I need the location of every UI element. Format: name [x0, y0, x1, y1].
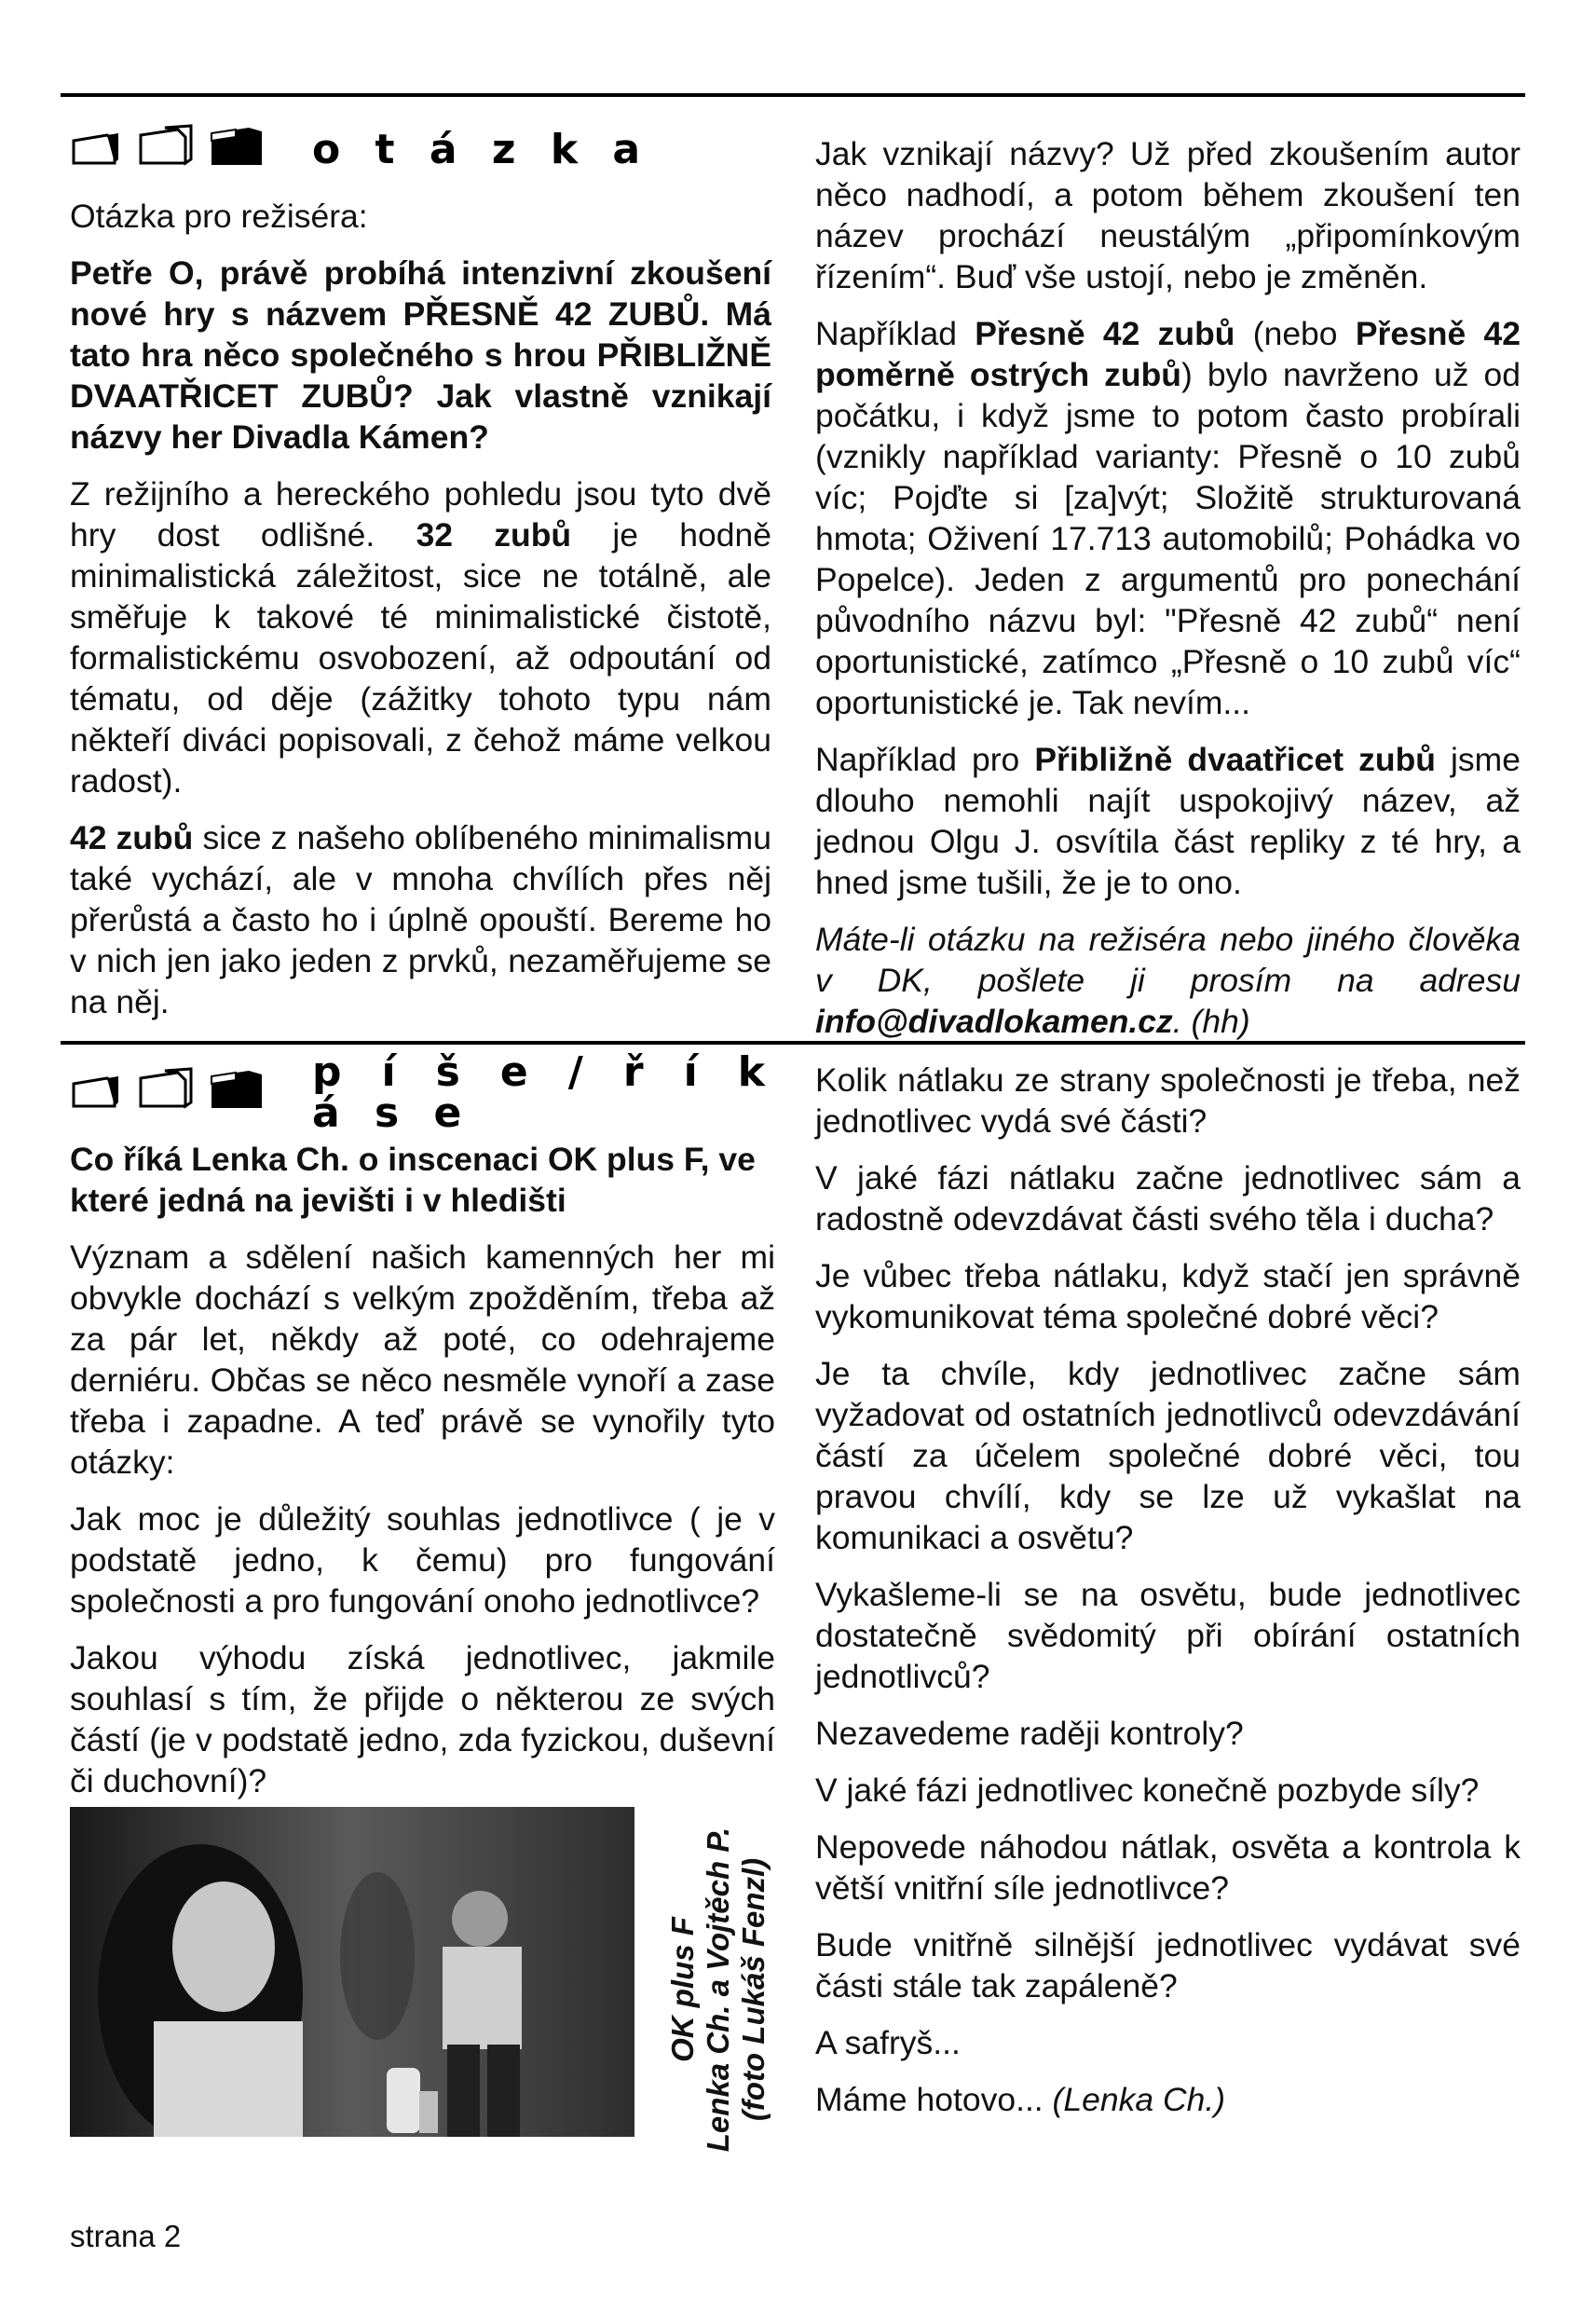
pise-section-header	[70, 1048, 775, 1137]
photo-caption	[665, 1826, 771, 2153]
article-paragraph-3: Jakou výhodu získá jednotlivec, jakmile souhlasí s tím, že přijde o některou ze svých částí (je v podstatě jedno, zda fyzickou, duševní či duchovní)?	[70, 1639, 775, 1799]
pise-right-column	[815, 1060, 1521, 2136]
answer-paragraph-1: Z režijního a hereckého pohledu jsou tyto dvě hry dost odlišné. 32 zubů je hodně minimalistická záležitost, sice ne totálně, ale směřuje k takové té minimalistické čistotě, formalistickému osvobození, až odpoutání od tématu, od děje (zážitky tohoto typu nám někteří diváci popisovali, z čehož máme velkou radost).	[70, 475, 771, 800]
page-number: strana 2	[70, 2219, 182, 2253]
email-link[interactable]: info@divadlokamen.cz	[815, 1003, 1173, 1040]
middle-rule	[61, 1041, 1525, 1045]
article-paragraph-2: Jak moc je důležitý souhlas jednotlivce ( je v podstatě jedno, k čemu) pro fungování společnosti a pro fungování onoho jednotlivce?	[70, 1500, 775, 1620]
photo-block	[70, 1807, 783, 2153]
question-3: Je vůbec třeba nátlaku, když stačí jen správně vykomunikovat téma společné dobré věci?	[815, 1257, 1521, 1335]
question-8: Nepovede náhodou nátlak, osvěta a kontrola k větší vnitřní síle jednotlivce?	[815, 1828, 1521, 1907]
folder-tab-icon	[208, 124, 266, 176]
otazka-left-column	[70, 119, 771, 1038]
document-tab-icon	[137, 1067, 195, 1119]
pise-left-column	[70, 1048, 775, 1817]
contact-paragraph: Máte-li otázku na režiséra nebo jiného člověka v DK, pošlete ji prosím na adresu info@divadlokamen.cz. (hh)	[815, 921, 1521, 1040]
caption-actors: Lenka Ch. a Vojtěch P.	[701, 1826, 735, 2153]
answer-paragraph-2: 42 zubů sice z našeho oblíbeného minimalismu také vychází, ale v mnoha chvílích přes něj přerůstá a často ho i úplně opouští. Bereme ho v nich jen jako jeden z prvků, nezaměřujeme se na něj.	[70, 819, 771, 1020]
caption-credit: (foto Lukáš Fenzl)	[736, 1857, 771, 2122]
section-title-otazka: o t á z k a	[312, 126, 651, 173]
production-photo	[70, 1807, 634, 2137]
otazka-section-header	[70, 119, 771, 181]
document-tab-icon	[137, 124, 195, 176]
answer-paragraph-4: Například Přesně 42 zubů (nebo Přesně 42 poměrně ostrých zubů) bylo navrženo už od počátku, i když jsme to potom často probírali (vznikly například varianty: Přesně o 10 zubů víc; Pojďte si [za]výt; Složitě strukturovaná hmota; Oživení 17.713 automobilů; Pohádka vo Popelce). Jeden z argumentů pro ponechání původního názvu byl: "Přesně 42 zubů“ není oportunistické, zatímco „Přesně o 10 zubů víc“ oportunistické je. Tak nevím...	[815, 315, 1521, 721]
question-4: Je ta chvíle, kdy jednotlivec začne sám vyžadovat od ostatních jednotlivců odevzdávání částí za účelem společné dobré věci, tou pravou chvílí, kdy se lze už vykašlat na komunikaci a osvětu?	[815, 1355, 1521, 1556]
section-icons	[70, 1067, 279, 1119]
section-icons	[70, 124, 279, 176]
question-5: Vykašleme-li se na osvětu, bude jednotlivec dostatečně svědomitý při obírání ostatních jednotlivců?	[815, 1576, 1521, 1695]
question-6: Nezavedeme raději kontroly?	[815, 1715, 1244, 1752]
article-paragraph-1: Význam a sdělení našich kamenných her mi obvykle dochází s velkým zpožděním, třeba až za pár let, někdy až poté, co odehrajeme derniéru. Občas se něco nesměle vynoří a zase třeba i zapadne. A teď právě se vynořily tyto otázky:	[70, 1238, 775, 1481]
question-2: V jaké fázi nátlaku začne jednotlivec sám a radostně odevzdávat části svého těla i ducha?	[815, 1159, 1521, 1238]
question-1: Kolik nátlaku ze strany společnosti je třeba, než jednotlivec vydá své části?	[815, 1061, 1521, 1140]
article-heading: Co říká Lenka Ch. o inscenaci OK plus F, ve které jedná na jevišti i v hledišti	[70, 1141, 756, 1219]
question-9: Bude vnitřně silnější jednotlivec vydávat své části stále tak zapáleně?	[815, 1926, 1521, 2004]
corner-tab-icon	[70, 130, 124, 176]
corner-tab-icon	[70, 1073, 124, 1119]
caption-title: OK plus F	[665, 1917, 700, 2062]
section-title-pise: p í š e / ř í k á s e	[312, 1048, 775, 1137]
closing-signature: Máme hotovo... (Lenka Ch.)	[815, 2081, 1226, 2118]
director-question: Petře O, právě probíhá intenzivní zkoušení nové hry s názvem PŘESNĚ 42 ZUBŮ. Má tato hra něco společného s hrou PŘIBLIŽNĚ DVAATŘICET ZUBŮ? Jak vlastně vznikají názvy her Divadla Kámen?	[70, 254, 771, 456]
top-rule	[61, 93, 1525, 97]
answer-paragraph-5: Například pro Přibližně dvaatřicet zubů jsme dlouho nemohli najít uspokojivý název, až jednou Olgu J. osvítila část repliky z té hry, a hned jsme tušili, že je to ono.	[815, 741, 1521, 901]
intro-line: Otázka pro režiséra:	[70, 198, 368, 235]
closing-line-1: A safryš...	[815, 2024, 961, 2061]
question-7: V jaké fázi jednotlivec konečně pozbyde síly?	[815, 1772, 1480, 1809]
folder-tab-icon	[208, 1067, 266, 1119]
otazka-right-column	[815, 133, 1521, 1058]
answer-paragraph-3: Jak vznikají názvy? Už před zkoušením autor něco nadhodí, a potom během zkoušení ten název prochází neustálým „připomínkovým řízením“. Buď vše ustojí, nebo je změněn.	[815, 135, 1521, 295]
